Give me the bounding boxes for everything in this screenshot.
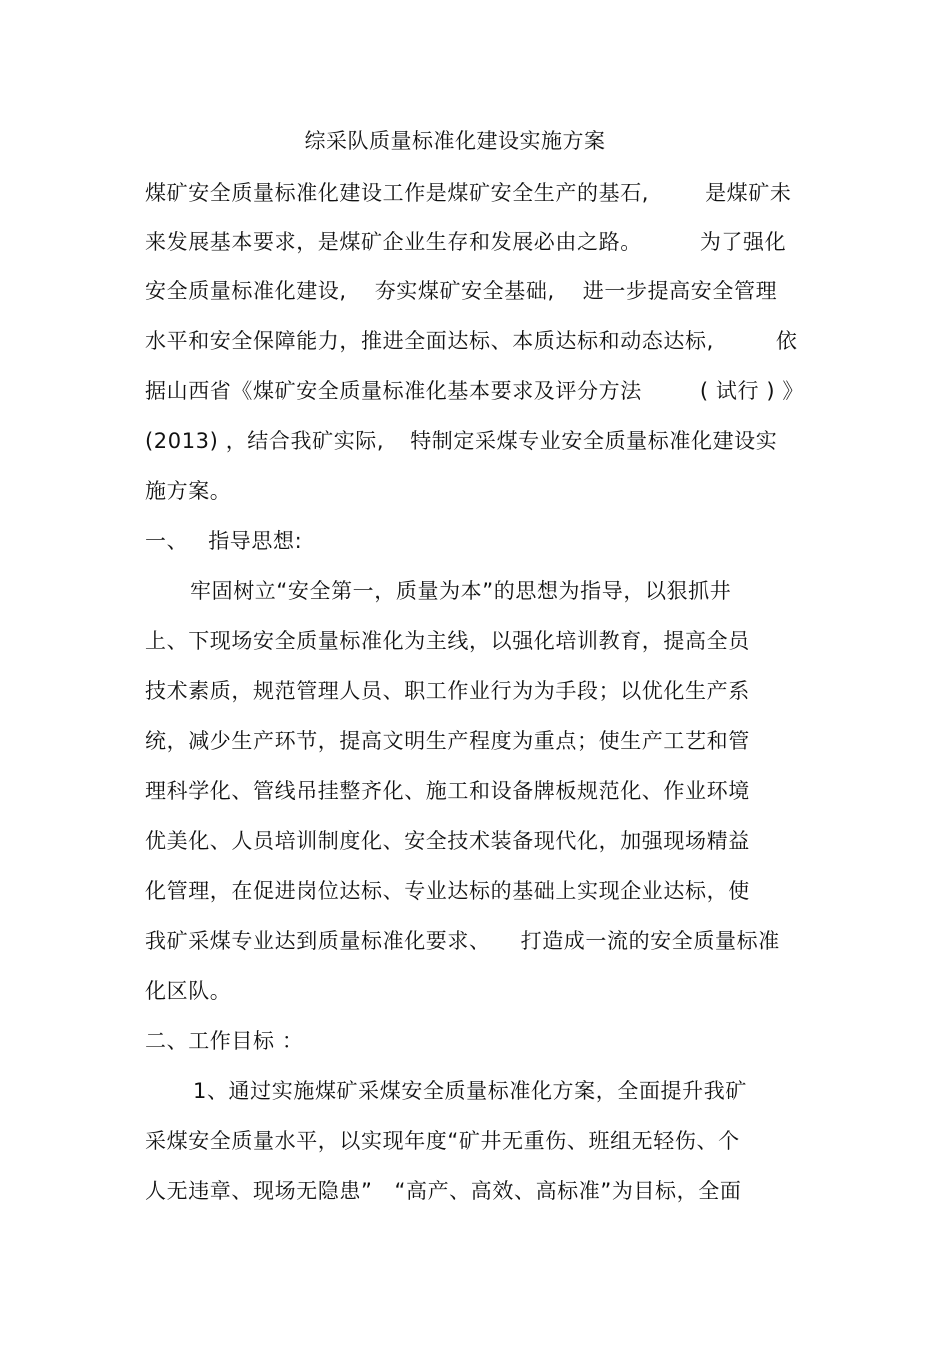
text-segment: 化管理，在促进岗位达标、专业达标的基础上实现企业达标，使 xyxy=(145,879,750,903)
text-line xyxy=(145,1124,740,1158)
text-segment: 我矿采煤专业达到质量标准化要求、 xyxy=(145,929,491,953)
text-line xyxy=(145,874,750,908)
text-segment: 指导思想: xyxy=(208,529,303,553)
text-segment: 特制定采煤专业安全质量标准化建设实 xyxy=(410,429,778,453)
text-line xyxy=(193,1074,747,1108)
text-segment: 二、工作目标 ： xyxy=(145,1029,304,1053)
text-line xyxy=(145,324,797,358)
text-segment: 优美化、人员培训制度化、安全技术装备现代化，加强现场精益 xyxy=(145,829,750,853)
text-segment: 技术素质，规范管理人员、职工作业行为为手段；以优化生产系 xyxy=(145,679,750,703)
text-line xyxy=(145,724,750,758)
text-segment: ( 试行 ) 》 xyxy=(699,379,805,403)
text-line xyxy=(145,974,231,1008)
text-segment: 水平和安全保障能力，推进全面达标、本质达标和动态达标, xyxy=(145,329,714,353)
text-segment: 为了强化 xyxy=(699,230,787,254)
text-segment: (2013) ，结合我矿实际, xyxy=(145,429,385,453)
text-line xyxy=(145,674,750,708)
text-line xyxy=(145,176,791,210)
text-segment: 牢固树立“安全第一，质量为本”的思想为指导，以狠抓井 xyxy=(190,579,732,603)
document-title: 综采队质量标准化建设实施方案 xyxy=(304,129,606,153)
text-line xyxy=(145,225,786,259)
section-heading xyxy=(145,1024,303,1058)
text-line xyxy=(145,774,750,808)
text-segment: “高产、高效、高标准”为目标，全面 xyxy=(394,1179,742,1203)
text-segment: 统，减少生产环节，提高文明生产程度为重点；使生产工艺和管 xyxy=(145,729,750,753)
text-line xyxy=(145,624,750,658)
text-line xyxy=(145,924,780,958)
text-line xyxy=(145,374,804,408)
text-segment: 煤矿安全质量标准化建设工作是煤矿安全生产的基石, xyxy=(145,181,650,205)
text-segment: 夯实煤矿安全基础, xyxy=(374,279,555,303)
text-line xyxy=(145,474,231,508)
text-segment: 施方案。 xyxy=(145,479,232,503)
text-segment: 化区队。 xyxy=(145,979,232,1003)
text-segment: 理科学化、管线吊挂整齐化、施工和设备牌板规范化、作业环境 xyxy=(145,779,750,803)
text-segment: 来发展基本要求，是煤矿企业生存和发展必由之路。 xyxy=(145,230,642,254)
text-segment: 依 xyxy=(775,329,798,353)
text-segment: 据山西省《煤矿安全质量标准化基本要求及评分方法 xyxy=(145,379,642,403)
text-line xyxy=(190,574,731,608)
text-segment: 1、通过实施煤矿采煤安全质量标准化方案，全面提升我矿 xyxy=(193,1079,747,1103)
section-heading xyxy=(145,524,302,558)
text-segment: 一、 xyxy=(145,529,189,553)
text-line xyxy=(145,1174,741,1208)
text-segment: 上、下现场安全质量标准化为主线，以强化培训教育，提高全员 xyxy=(145,629,750,653)
text-line xyxy=(145,424,777,458)
text-segment: 是煤矿未 xyxy=(705,181,792,205)
text-segment: 采煤安全质量水平，以实现年度“矿井无重伤、班组无轻伤、个 xyxy=(145,1129,740,1153)
text-line xyxy=(145,824,750,858)
text-line xyxy=(145,274,777,308)
text-segment: 进一步提高安全管理 xyxy=(582,279,778,303)
text-segment: 安全质量标准化建设, xyxy=(145,279,347,303)
text-segment: 人无违章、现场无隐患” xyxy=(145,1179,373,1203)
text-segment: 打造成一流的安全质量标准 xyxy=(520,929,780,953)
